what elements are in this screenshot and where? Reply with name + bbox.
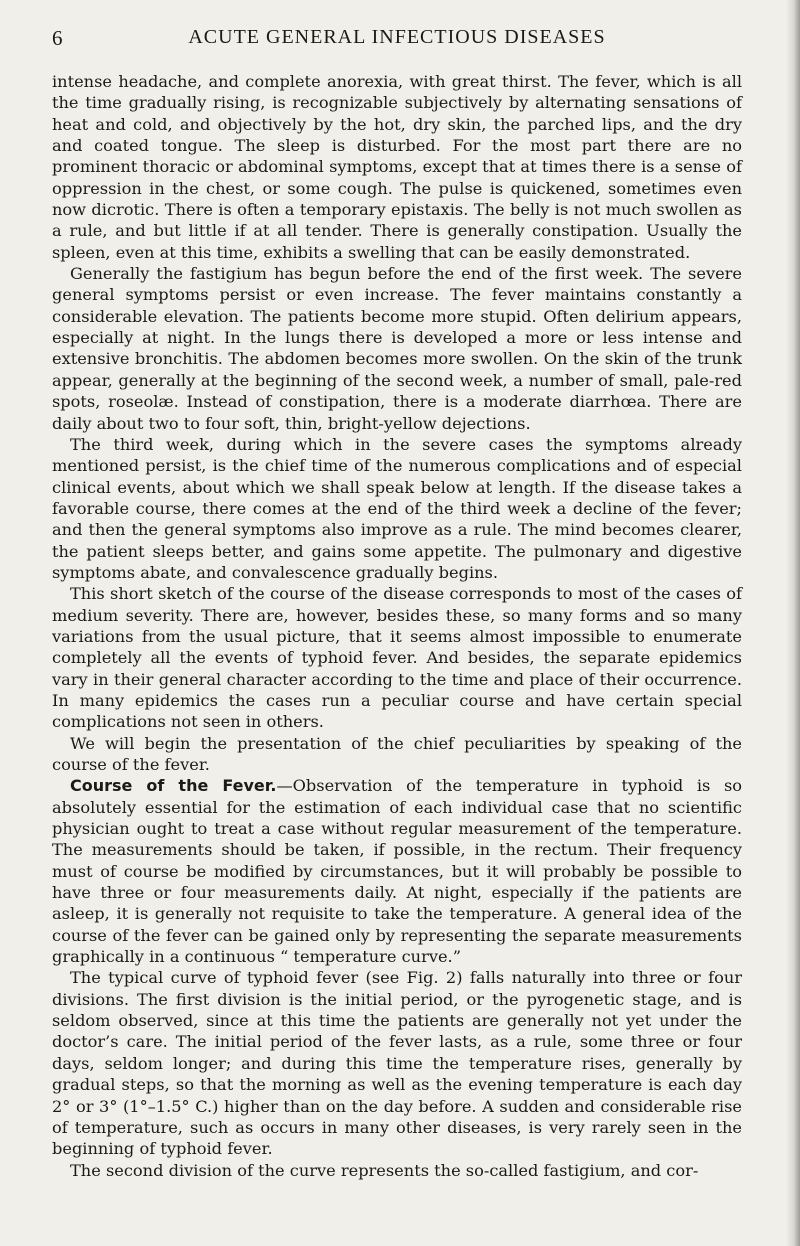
paragraph-3: The third week, during which in the severe cases the symptoms already mentioned persist, is the chief time of the numerous complications and of especial clinical events, about which we shall speak below at length. If the disease takes a favorable course, there comes at the end of the third week a decline of the fever; and then the general symptoms also improve as a rule. The mind becomes clearer, the patient sleeps better, and gains some appetite. The pulmonary and digestive symptoms abate, and convalescence gradually begins. [52, 434, 742, 582]
page-header [52, 26, 742, 56]
page-number: 6 [52, 26, 63, 50]
paragraph-7: The typical curve of typhoid fever (see Fig. 2) falls naturally into three or four divisions. The first division is the initial period, or the pyrogenetic stage, and is seldom observed, since at this time the patients are generally not yet under the doctor’s care. The initial period of the fever lasts, as a rule, some three or four days, seldom longer; and during this time the temperature rises, generally by gradual steps, so that the morning as well as the evening temperature is each day 2° or 3° (1°–1.5° C.) higher than on the day before. A sudden and considerable rise of temperature, such as occurs in many other diseases, is very rarely seen in the beginning of typhoid fever. [52, 968, 742, 1159]
section-heading-course-of-fever: Course of the Fever. [70, 776, 277, 796]
paragraph-6-text: —Observation of the temperature in typhoid is so absolutely essential for the estimation of each individual case that no scientific physician ought to treat a case without regular measurement of the temperature. The measurements should be taken, if possible, in the rectum. Their frequency must of course be modified by circumstances, but it will probably be possible to have three or four measurements daily. At night, especially if the patients are asleep, it is generally not requisite to take the temperature. A general idea of the course of the fever can be gained only by representing the separate measurements graphically in a continuous “ temperature curve.” [52, 776, 742, 967]
paragraph-6 [52, 775, 742, 967]
paragraph-1: intense headache, and complete anorexia, with great thirst. The fever, which is all the time gradually rising, is recognizable subjectively by alternating sensations of heat and cold, and objectively by the hot, dry skin, the parched lips, and the dry and coated tongue. The sleep is disturbed. For the most part there are no prominent thoracic or abdominal symptoms, except that at times there is a sense of oppression in the chest, or some cough. The pulse is quickened, sometimes even now dicrotic. There is often a temporary epistaxis. The belly is not much swollen as a rule, and but little if at all tender. There is generally constipation. Usually the spleen, even at this time, exhibits a swelling that can be easily demonstrated. [52, 72, 742, 262]
page-edge-shadow [786, 0, 800, 1246]
running-title: ACUTE GENERAL INFECTIOUS DISEASES [188, 26, 606, 48]
paragraph-2: Generally the fastigium has begun before the end of the first week. The severe general symptoms persist or even increase. The fever maintains constantly a considerable elevation. The patients become more stupid. Often delirium appears, especially at night. In the lungs there is developed a more or less intense and extensive bronchitis. The abdomen becomes more swollen. On the skin of the trunk appear, generally at the beginning of the second week, a number of small, pale-red spots, roseolæ. Instead of constipation, there is a moderate diarrhœa. There are daily about two to four soft, thin, bright-yellow dejections. [52, 264, 742, 433]
paragraph-4: This short sketch of the course of the disease corresponds to most of the cases of medium severity. There are, however, besides these, so many forms and so many variations from the usual picture, that it seems almost impossible to enumerate completely all the events of typhoid fever. And besides, the separate epidemics vary in their general character according to the time and place of their occurrence. In many epidemics the cases run a peculiar course and have certain special complications not seen in others. [52, 584, 742, 732]
paragraph-8: The second division of the curve represents the so-called fastigium, and cor- [70, 1160, 699, 1180]
paragraph-5: We will begin the presentation of the chief peculiarities by speaking of the course of the fever. [52, 733, 742, 774]
body-text [52, 71, 742, 1181]
